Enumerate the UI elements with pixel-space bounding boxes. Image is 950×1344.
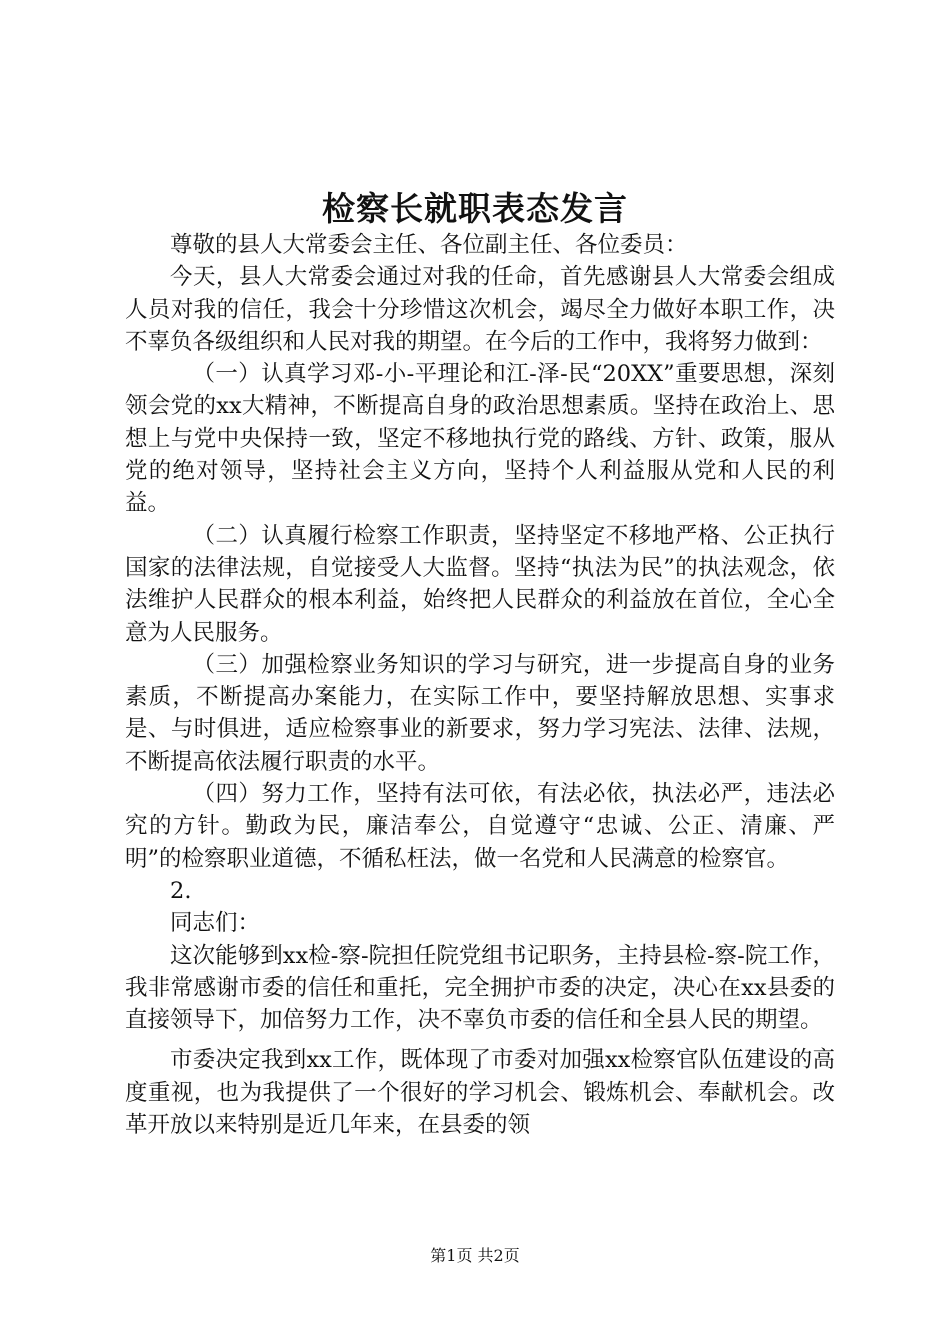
body-paragraph: （二）认真履行检察工作职责，坚持坚定不移地严格、公正执行国家的法律法规，自觉接受人大监督。坚持“执法为民”的执法观念，依法维护人民群众的根本利益，始终把人民群众的利益放在首位，全心全意为人民服务。 (125, 522, 835, 646)
document-title: 检察长就职表态发言 (322, 189, 628, 228)
page-footer: 第1页 共2页 (430, 1246, 520, 1265)
document-body (125, 229, 835, 1141)
body-paragraph: （三）加强检察业务知识的学习与研究，进一步提高自身的业务素质，不断提高办案能力，在实际工作中，要坚持解放思想、实事求是、与时俱进，适应检察事业的新要求，努力学习宪法、法律、法规，不断提高依法履行职责的水平。 (125, 651, 835, 775)
body-paragraph: 今天，县人大常委会通过对我的任命，首先感谢县人大常委会组成人员对我的信任，我会十分珍惜这次机会，竭尽全力做好本职工作，决不辜负各级组织和人民对我的期望。在今后的工作中，我将努力做到： (125, 264, 835, 355)
body-paragraph: （一）认真学习邓-小-平理论和江-泽-民“20XX”重要思想，深刻领会党的xx大精神，不断提高自身的政治思想素质。坚持在政治上、思想上与党中央保持一致，坚定不移地执行党的路线、方针、政策，服从党的绝对领导，坚持社会主义方向，坚持个人利益服从党和人民的利益。 (125, 361, 835, 517)
body-paragraph: （四）努力工作，坚持有法可依，有法必依，执法必严，违法必究的方针。勤政为民，廉洁奉公，自觉遵守“忠诚、公正、清廉、严明”的检察职业道德，不循私枉法，做一名党和人民满意的检察官。 (125, 781, 835, 872)
salutation-paragraph: 同志们： (170, 910, 261, 937)
section-number: 2. (170, 877, 192, 904)
salutation-paragraph: 尊敬的县人大常委会主任、各位副主任、各位委员： (170, 232, 688, 258)
body-paragraph: 这次能够到xx检-察-院担任院党组书记职务，主持县检-察-院工作，我非常感谢市委的信任和重托，完全拥护市委的决定，决心在xx县委的直接领导下，加倍努力工作，决不辜负市委的信任和全县人民的期望。 (125, 942, 835, 1034)
body-paragraph: 市委决定我到xx工作，既体现了市委对加强xx检察官队伍建设的高度重视，也为我提供了一个很好的学习机会、锻炼机会、奉献机会。改革开放以来特别是近几年来，在县委的领 (125, 1047, 835, 1139)
